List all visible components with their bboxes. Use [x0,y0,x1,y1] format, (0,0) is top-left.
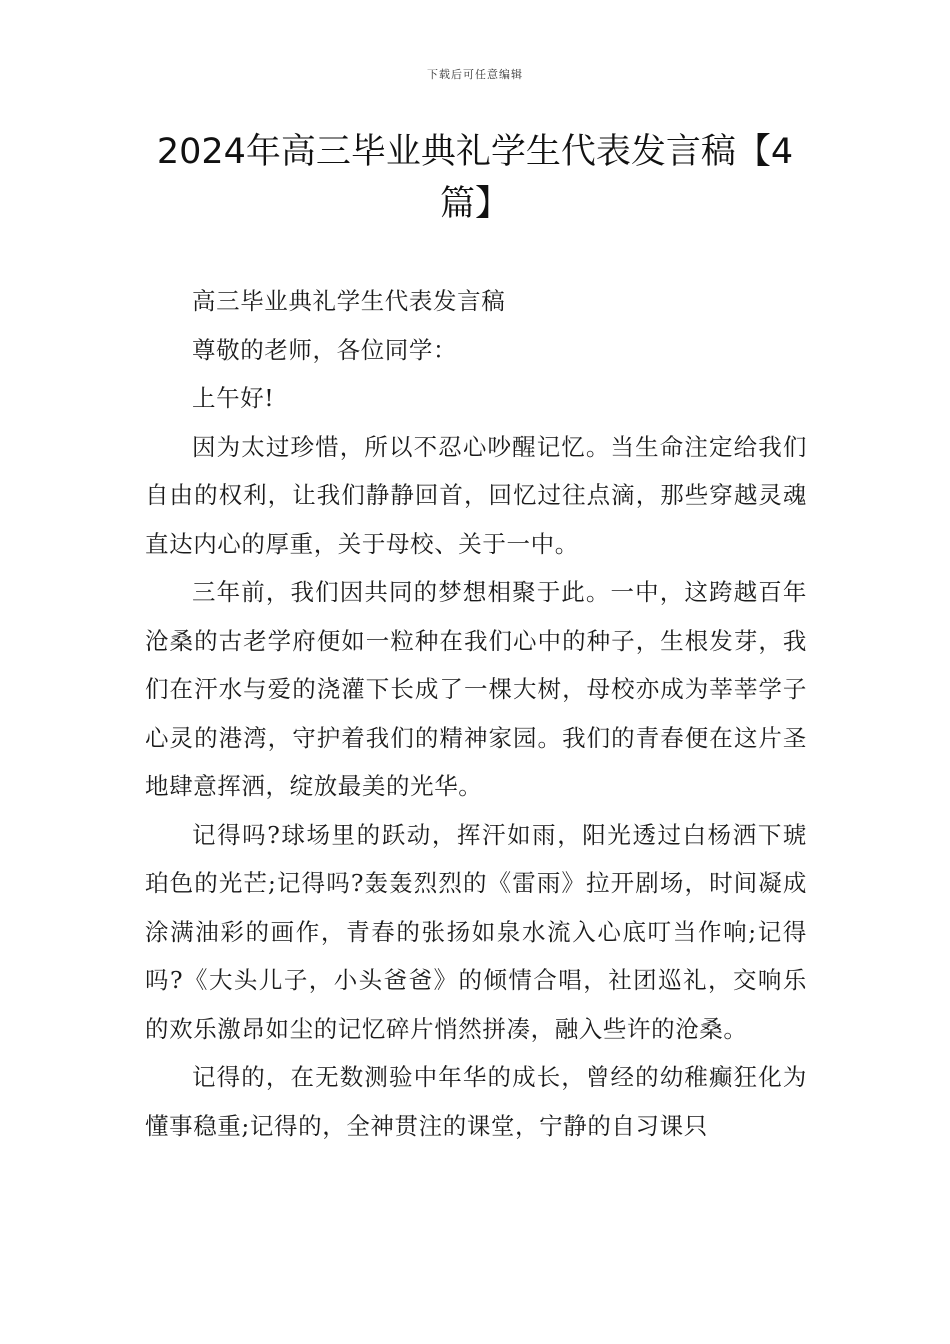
paragraph: 记得吗?球场里的跃动，挥汗如雨，阳光透过白杨洒下琥珀色的光芒;记得吗?轰轰烈烈的《雷雨》拉开剧场，时间凝成涂满油彩的画作，青春的张扬如泉水流入心底叮当作响;记得吗?《大头儿子，小头爸爸》的倾情合唱，社团巡礼，交响乐的欢乐激昂如尘的记忆碎片悄然拼凑，融入些许的沧桑。 [145,820,807,1043]
paragraph: 记得的，在无数测验中年华的成长，曾经的幼稚癫狂化为懂事稳重;记得的，全神贯注的课堂，宁静的自习课只 [145,1063,807,1140]
paragraph: 尊敬的老师，各位同学： [192,335,458,364]
paragraph: 上午好! [192,384,275,412]
paragraph: 高三毕业典礼学生代表发言稿 [192,287,506,315]
paragraph: 因为太过珍惜，所以不忍心吵醒记忆。当生命注定给我们自由的权利，让我们静静回首，回忆过往点滴，那些穿越灵魂直达内心的厚重，关于母校、关于一中。 [145,432,807,558]
document-body [145,277,807,1150]
header-note: 下载后可任意编辑 [427,68,523,81]
document-title: 2024年高三毕业典礼学生代表发言稿【4篇】 [156,132,794,224]
paragraph: 三年前，我们因共同的梦想相聚于此。一中，这跨越百年沧桑的古老学府便如一粒种在我们心中的种子，生根发芽，我们在汗水与爱的浇灌下长成了一棵大树，母校亦成为莘莘学子心灵的港湾，守护着我们的精神家园。我们的青春便在这片圣地肆意挥洒，绽放最美的光华。 [145,578,807,800]
